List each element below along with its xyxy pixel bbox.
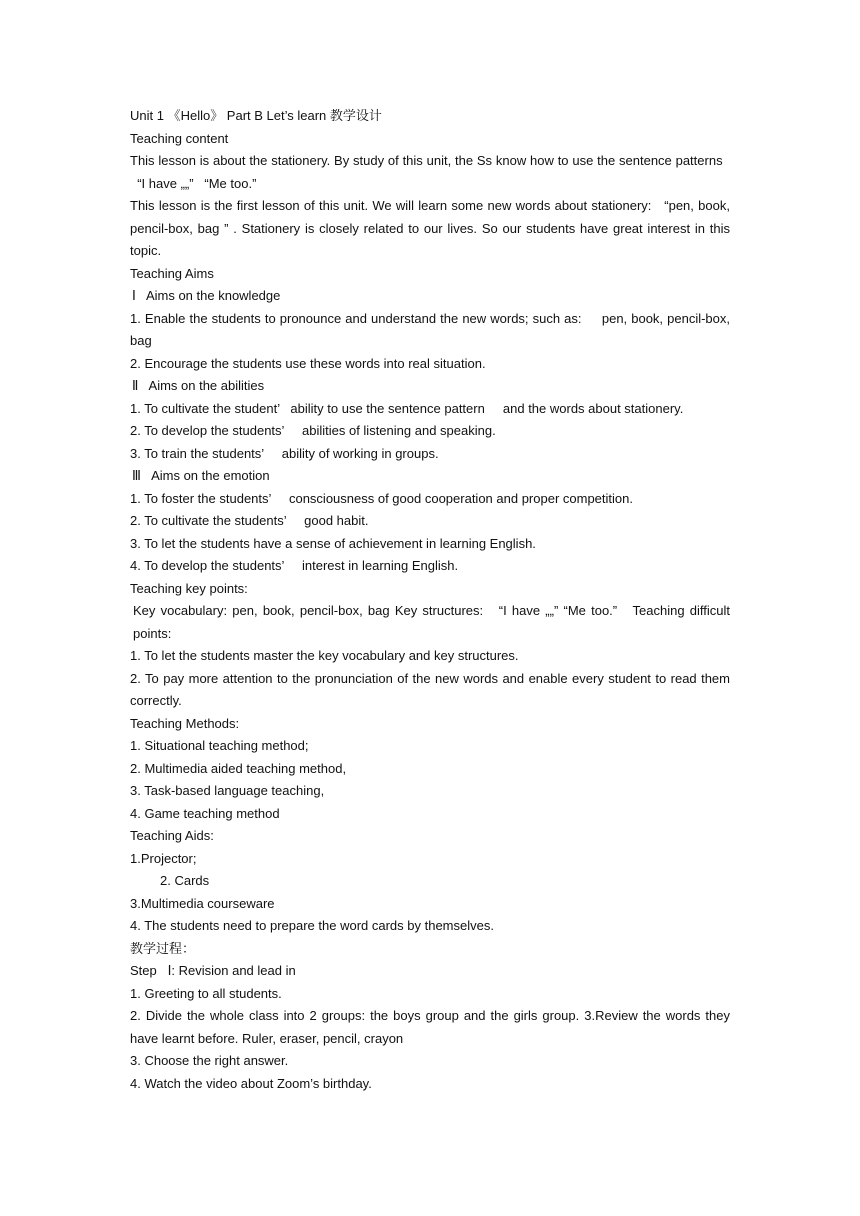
document-line: 2. To cultivate the students’ good habit. xyxy=(130,513,369,528)
document-line: 1. Situational teaching method; xyxy=(130,738,309,753)
document-line: Teaching content xyxy=(130,130,229,146)
document-line: Step Ⅰ: Revision and lead in xyxy=(130,963,296,978)
document-line: Ⅱ Aims on the abilities xyxy=(132,378,265,393)
document-line: 1. Enable the students to pronounce and understand the new words; such as: pen, book, pencil-box, bag xyxy=(130,310,730,348)
document-page xyxy=(130,105,730,1095)
document-line: 1. To cultivate the student’ ability to use the sentence pattern and the words about stationery. xyxy=(130,400,684,416)
document-line: 1. To let the students master the key vocabulary and key structures. xyxy=(130,648,519,663)
document-line: 2. Divide the whole class into 2 groups: the boys group and the girls group. 3.Review the words they have learnt before. Ruler, eraser, pencil, crayon xyxy=(130,1008,730,1046)
document-line: 3. Choose the right answer. xyxy=(130,1053,289,1068)
document-line: 2. Cards xyxy=(160,873,210,888)
document-line: Ⅰ Aims on the knowledge xyxy=(132,288,281,303)
document-line: 4. To develop the students’ interest in learning English. xyxy=(130,558,459,573)
document-line: Ⅲ Aims on the emotion xyxy=(132,468,270,483)
document-line: This lesson is the first lesson of this unit. We will learn some new words about stationery: “pen, book, pencil-box, bag ” . Stationery is closely related to our lives. So our students have great interest in this topic. xyxy=(130,198,730,258)
document-line: 1. Greeting to all students. xyxy=(130,985,282,1001)
document-line: 1.Projector; xyxy=(130,850,197,866)
document-line: 1. To foster the students’ consciousness of good cooperation and proper competition. xyxy=(130,490,633,506)
document-line: 2. To pay more attention to the pronunciation of the new words and enable every student to read them correctly. xyxy=(130,670,730,708)
document-line: Key vocabulary: pen, book, pencil-box, bag Key structures: “I have „„” “Me too.” Teaching difficult points: xyxy=(133,603,730,641)
document-body xyxy=(130,128,730,1096)
document-line: 2. Multimedia aided teaching method, xyxy=(130,760,347,776)
document-line: 2. To develop the students’ abilities of listening and speaking. xyxy=(130,423,496,438)
document-line: 4. The students need to prepare the word cards by themselves. xyxy=(130,918,494,933)
document-line: Teaching Methods: xyxy=(130,715,240,731)
document-line: Teaching Aids: xyxy=(130,828,214,843)
document-line: Teaching Aims xyxy=(130,265,214,281)
document-line: 教学过程： xyxy=(130,940,196,956)
document-title: Unit 1 《Hello》 Part B Let’s learn 教学设计 xyxy=(130,108,382,123)
document-line: 3. To train the students’ ability of working in groups. xyxy=(130,445,439,461)
document-line: This lesson is about the stationery. By study of this unit, the Ss know how to use the sentence patterns “I have „„” “Me too.” xyxy=(130,153,730,191)
document-line: 3. Task-based language teaching, xyxy=(130,783,325,798)
document-line: 4. Watch the video about Zoom’s birthday. xyxy=(130,1075,372,1091)
document-line: 3.Multimedia courseware xyxy=(130,895,275,911)
document-line: Teaching key points: xyxy=(130,580,248,596)
document-line: 4. Game teaching method xyxy=(130,805,280,821)
document-line: 2. Encourage the students use these words into real situation. xyxy=(130,355,486,371)
document-line: 3. To let the students have a sense of achievement in learning English. xyxy=(130,535,536,551)
